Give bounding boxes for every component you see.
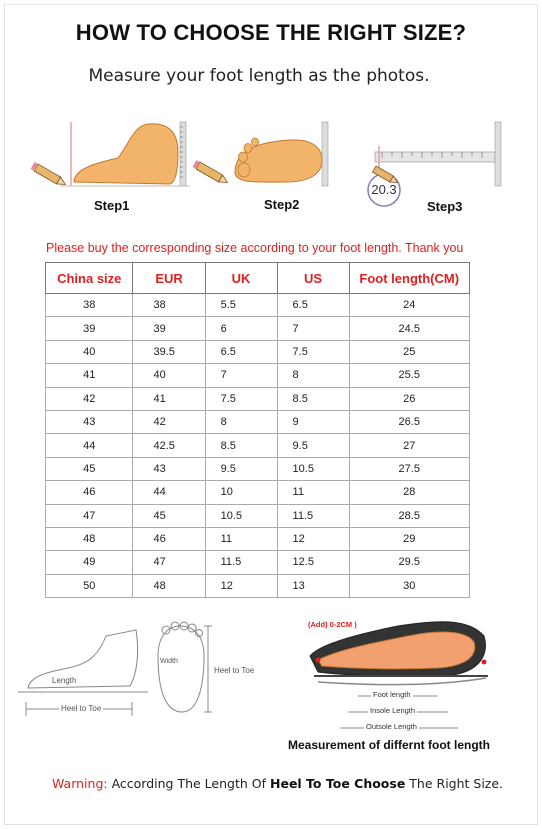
table-cell: 24 [349, 294, 470, 317]
table-cell: 12.5 [277, 551, 349, 574]
table-row [46, 457, 470, 480]
table-cell: 10 [205, 481, 277, 504]
table-row [46, 481, 470, 504]
table-cell: 27.5 [349, 457, 470, 480]
table-row [46, 410, 470, 433]
size-instruction: Please buy the corresponding size according to your foot length. Thank you [46, 241, 464, 255]
table-cell: 25.5 [349, 364, 470, 387]
table-cell: 42.5 [133, 434, 205, 457]
table-cell: 43 [46, 410, 133, 433]
diagram-caption: Measurement of differnt foot length [288, 738, 490, 752]
measurement-steps [30, 112, 512, 222]
table-cell: 9 [277, 410, 349, 433]
warning-text-1: According The Length Of [107, 776, 270, 791]
table-cell: 8.5 [205, 434, 277, 457]
warning-prefix: Warning: [52, 776, 108, 791]
table-cell: 38 [46, 294, 133, 317]
table-cell: 26 [349, 387, 470, 410]
table-cell: 12 [205, 574, 277, 597]
table-cell: 29 [349, 527, 470, 550]
table-cell: 48 [133, 574, 205, 597]
page-subtitle: Measure your foot length as the photos. [88, 66, 430, 86]
foot-diagram-illustration [18, 616, 518, 756]
heel-to-toe-bottom-label: Heel to Toe [61, 704, 102, 713]
warning-bold: Heel To Toe Choose [270, 776, 406, 791]
outsole-length-label: Outsole Length [366, 722, 417, 731]
table-cell: 6 [205, 317, 277, 340]
table-row [46, 504, 470, 527]
table-cell: 7.5 [205, 387, 277, 410]
warning-note [52, 776, 503, 791]
ruler-reading: 20.3 [371, 182, 397, 197]
table-cell: 46 [46, 481, 133, 504]
table-cell: 26.5 [349, 410, 470, 433]
table-cell: 39 [133, 317, 205, 340]
table-row [46, 574, 470, 597]
step2-label: Step2 [264, 197, 300, 212]
table-cell: 11 [205, 527, 277, 550]
table-header-row [46, 263, 470, 294]
table-cell: 39 [46, 317, 133, 340]
table-cell: 39.5 [133, 340, 205, 363]
table-row [46, 364, 470, 387]
step3-label: Step3 [427, 199, 463, 214]
table-cell: 45 [133, 504, 205, 527]
step1-label: Step1 [94, 198, 130, 213]
table-cell: 45 [46, 457, 133, 480]
table-cell: 49 [46, 551, 133, 574]
column-header-eur: EUR [133, 263, 205, 294]
table-cell: 41 [133, 387, 205, 410]
table-cell: 6.5 [205, 340, 277, 363]
table-body [46, 294, 470, 598]
size-chart-table [45, 262, 470, 598]
column-header-china: China size [46, 263, 133, 294]
table-cell: 11.5 [205, 551, 277, 574]
table-cell: 7.5 [277, 340, 349, 363]
table-cell: 48 [46, 527, 133, 550]
table-cell: 41 [46, 364, 133, 387]
table-cell: 30 [349, 574, 470, 597]
table-cell: 8 [277, 364, 349, 387]
table-cell: 25 [349, 340, 470, 363]
table-cell: 40 [46, 340, 133, 363]
table-row [46, 294, 470, 317]
table-cell: 9.5 [205, 457, 277, 480]
table-cell: 11 [277, 481, 349, 504]
table-cell: 7 [277, 317, 349, 340]
step1-foot-icon [31, 122, 190, 188]
page-title: HOW TO CHOOSE THE RIGHT SIZE? [75, 20, 467, 45]
table-cell: 5.5 [205, 294, 277, 317]
table-cell: 47 [133, 551, 205, 574]
table-cell: 9.5 [277, 434, 349, 457]
table-cell: 44 [46, 434, 133, 457]
table-row [46, 317, 470, 340]
table-cell: 28 [349, 481, 470, 504]
table-cell: 42 [133, 410, 205, 433]
foot-length-label: Foot length [373, 690, 411, 699]
table-row [46, 434, 470, 457]
measurement-diagram [18, 616, 518, 756]
length-label: Length [52, 676, 77, 685]
table-cell: 47 [46, 504, 133, 527]
insole-length-label: Insole Length [370, 706, 416, 715]
table-cell: 6.5 [277, 294, 349, 317]
table-cell: 12 [277, 527, 349, 550]
table-cell: 7 [205, 364, 277, 387]
table-cell: 50 [46, 574, 133, 597]
table-cell: 13 [277, 574, 349, 597]
table-cell: 43 [133, 457, 205, 480]
column-header-foot-length: Foot length(CM) [349, 263, 470, 294]
table-cell: 10.5 [277, 457, 349, 480]
table-cell: 11.5 [277, 504, 349, 527]
heel-to-toe-side-label: Heel to Toe [214, 666, 255, 675]
table-row [46, 387, 470, 410]
table-cell: 42 [46, 387, 133, 410]
table-cell: 8 [205, 410, 277, 433]
column-header-uk: UK [205, 263, 277, 294]
step2-foot-icon [193, 122, 328, 186]
width-label: Width [160, 658, 178, 665]
table-cell: 28.5 [349, 504, 470, 527]
table-row [46, 340, 470, 363]
table-cell: 27 [349, 434, 470, 457]
table-cell: 24.5 [349, 317, 470, 340]
column-header-us: US [277, 263, 349, 294]
table-row [46, 527, 470, 550]
table-cell: 38 [133, 294, 205, 317]
warning-text-2: The Right Size. [405, 776, 504, 791]
table-cell: 46 [133, 527, 205, 550]
table-cell: 40 [133, 364, 205, 387]
table-row [46, 551, 470, 574]
table-cell: 8.5 [277, 387, 349, 410]
table-cell: 10.5 [205, 504, 277, 527]
table-cell: 29.5 [349, 551, 470, 574]
add-length-label: (Add) 0-2CM ) [308, 620, 357, 629]
table-cell: 44 [133, 481, 205, 504]
top-foot-outline-icon [158, 622, 212, 712]
